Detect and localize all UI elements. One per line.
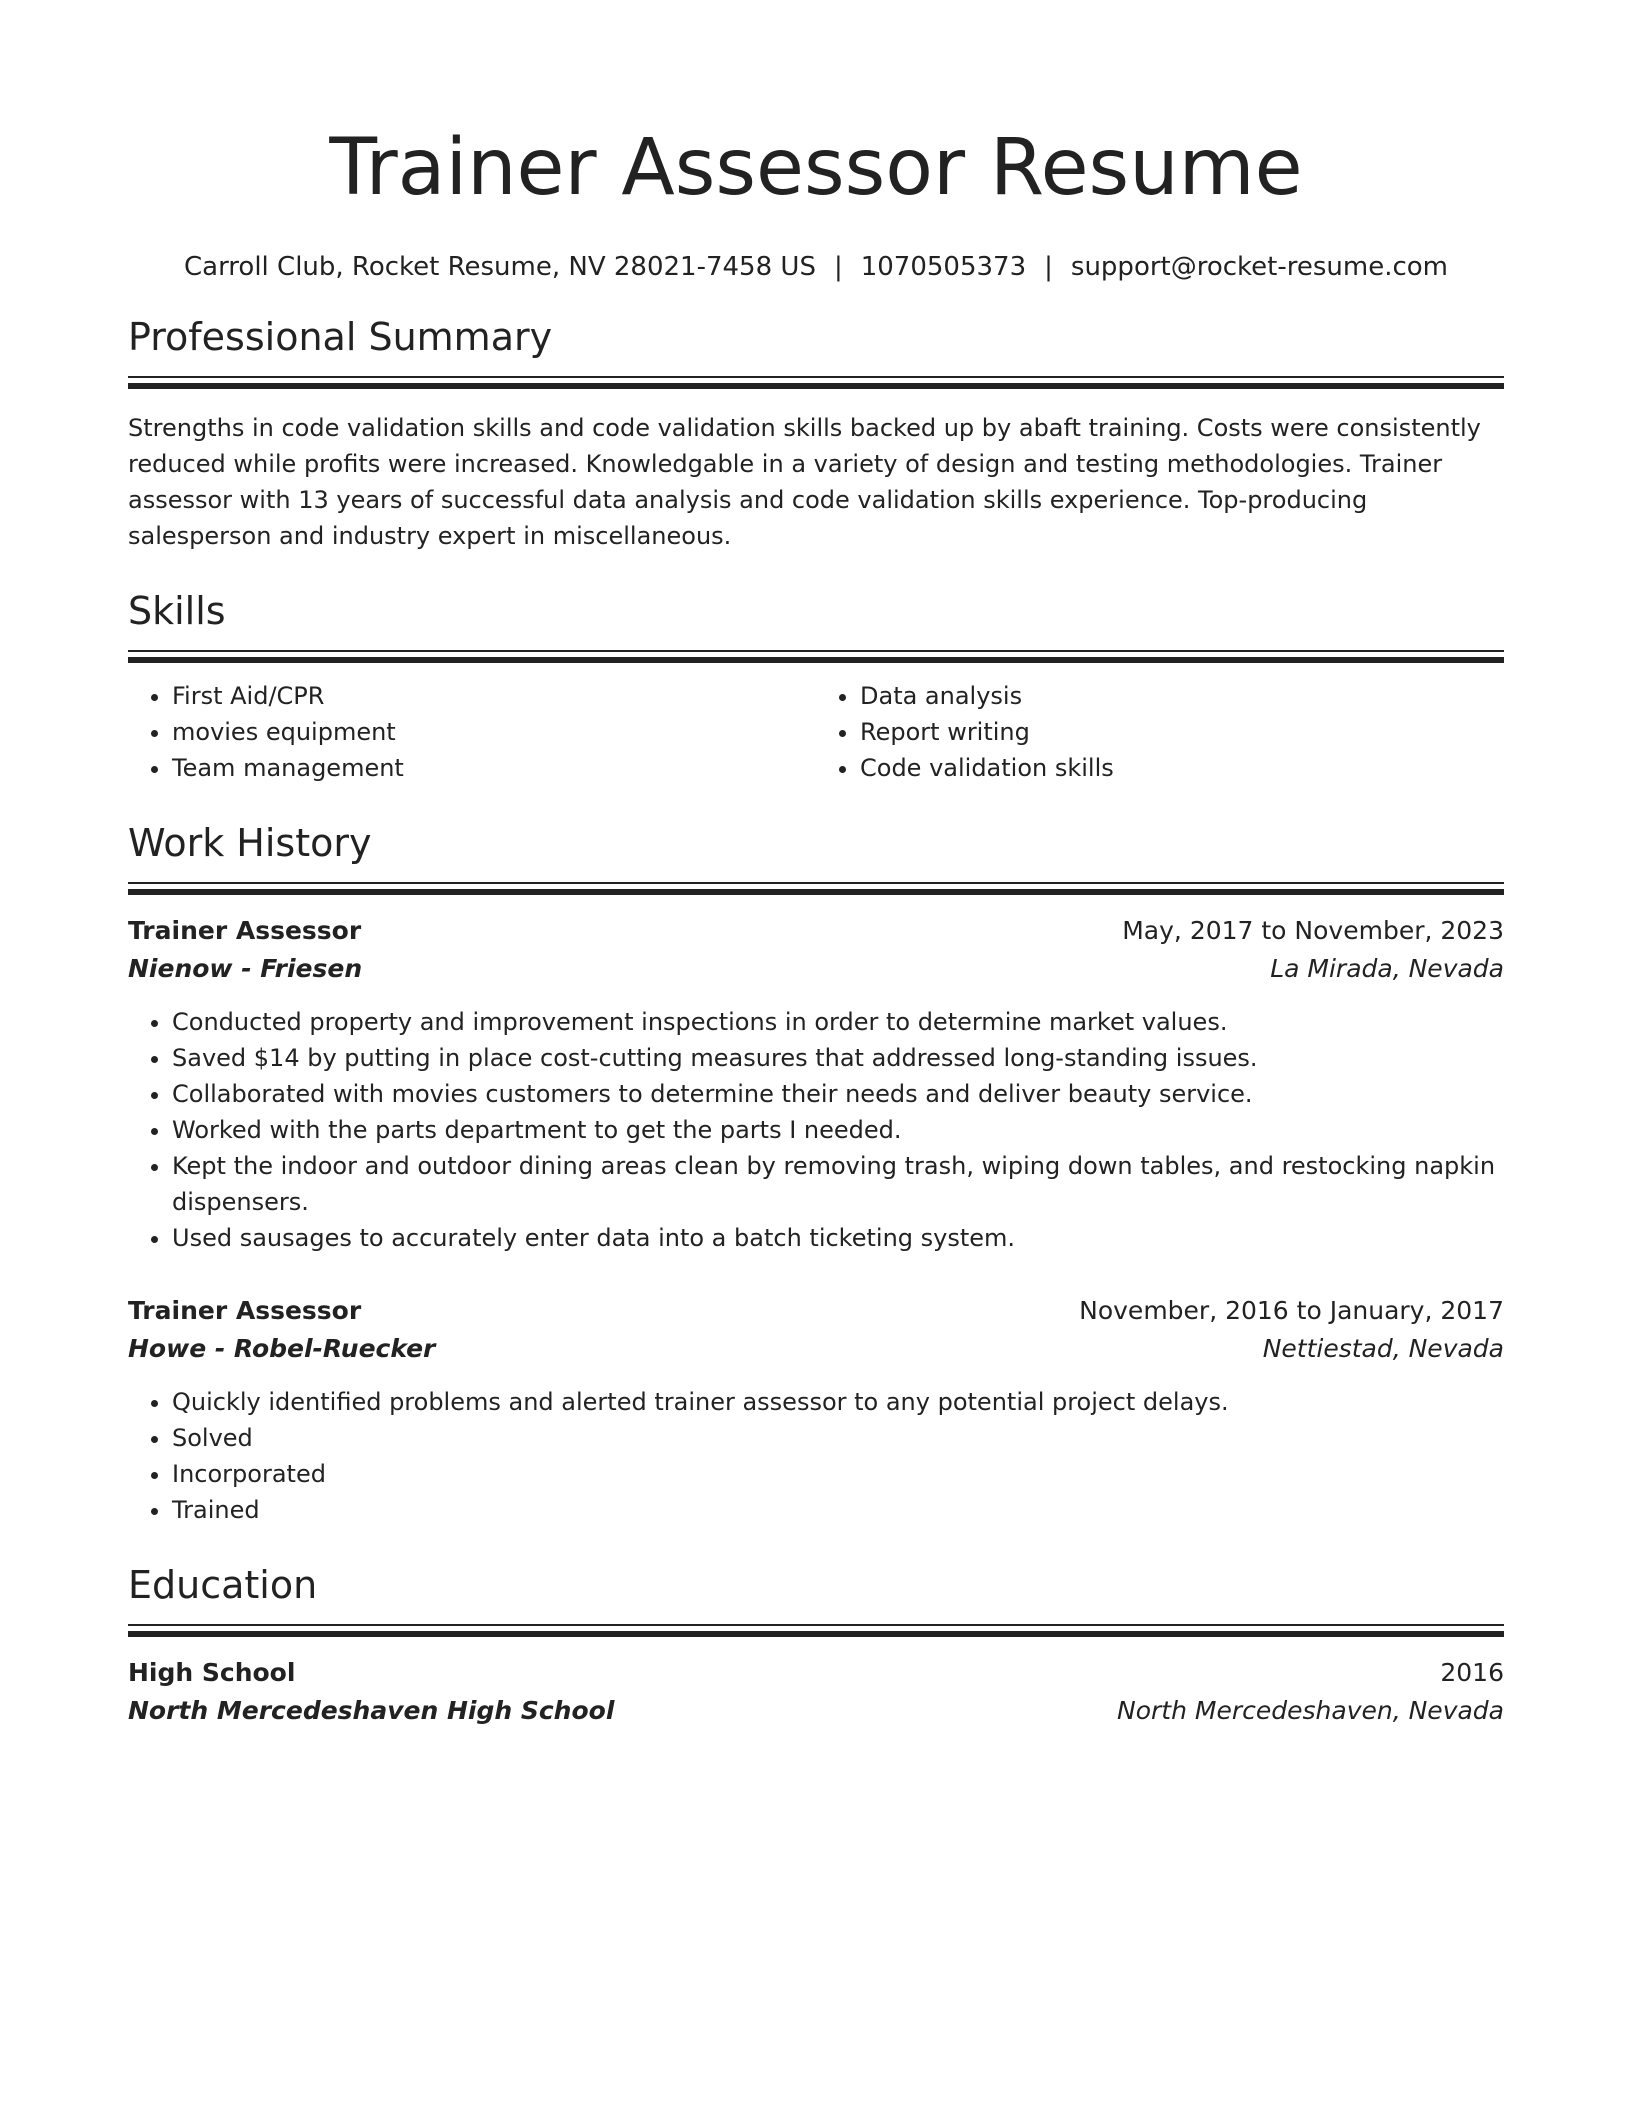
contact-separator: | [833,252,843,282]
job-dates: May, 2017 to November, 2023 [1122,916,1504,945]
skill-item: • Team management [172,750,816,786]
skills-grid [128,678,1504,786]
education-location: North Mercedeshaven, Nevada [1117,1696,1504,1725]
education-year: 2016 [1440,1658,1504,1687]
education-degree: High School [128,1658,296,1687]
section-title-work: Work History [128,821,372,865]
job-bullet: • Worked with the parts department to get the parts I needed. [172,1112,1504,1148]
job-dates: November, 2016 to January, 2017 [1079,1296,1504,1325]
job-company-row [128,1330,1504,1368]
job-company: Howe - Robel-Ruecker [128,1334,436,1363]
job-bullet: • Conducted property and improvement inspections in order to determine market values. [172,1004,1504,1040]
section-divider [128,650,1504,662]
job-bullet: • Incorporated [172,1456,1504,1492]
contact-email: support@rocket-resume.com [1070,252,1449,282]
job-header-row [128,912,1504,950]
job-role: Trainer Assessor [128,916,362,945]
job-bullet: • Trained [172,1492,1504,1528]
skill-item: • Code validation skills [860,750,1504,786]
section-title-summary: Professional Summary [128,315,553,359]
section-title-skills: Skills [128,589,226,633]
skill-item: • movies equipment [172,714,816,750]
section-title-education: Education [128,1563,318,1607]
job-bullets [128,1004,1504,1256]
summary-section [128,314,1504,554]
job-bullet: • Quickly identified problems and alerted trainer assessor to any potential project delays. [172,1384,1504,1420]
skills-list-right [816,678,1504,786]
work-history-section [128,820,1504,1528]
skills-section [128,588,1504,786]
contact-line [128,250,1504,284]
job-location: Nettiestad, Nevada [1262,1334,1504,1363]
section-divider [128,1624,1504,1636]
education-school-row [128,1692,1504,1730]
summary-text: Strengths in code validation skills and code validation skills backed up by abaft training. Costs were consistently reduced while profits were increased. Knowledgable in a variety of design and testing methodologies. Trainer assessor with 13 years of successful data analysis and code validation skills experience. Top-producing salesperson and industry expert in miscellaneous. [128,414,1481,550]
skill-item: • First Aid/CPR [172,678,816,714]
resume-title: Trainer Assessor Resume [329,123,1303,213]
job-role: Trainer Assessor [128,1296,362,1325]
section-divider [128,376,1504,388]
job-company-row [128,950,1504,988]
job-bullet: • Solved [172,1420,1504,1456]
job-company: Nienow - Friesen [128,954,363,983]
skill-item: • Data analysis [860,678,1504,714]
job-bullet: • Collaborated with movies customers to determine their needs and deliver beauty service. [172,1076,1504,1112]
job-header-row [128,1292,1504,1330]
contact-separator: | [1044,252,1053,282]
education-school: North Mercedeshaven High School [128,1696,615,1725]
education-section [128,1562,1504,1730]
job-entry [128,1292,1504,1528]
job-bullet: • Kept the indoor and outdoor dining areas clean by removing trash, wiping down tables, and restocking napkin dispensers. [172,1148,1504,1220]
education-entry [128,1654,1504,1730]
skills-list-left [128,678,816,786]
skill-item: • Report writing [860,714,1504,750]
job-entry [128,912,1504,1256]
education-header-row [128,1654,1504,1692]
job-location: La Mirada, Nevada [1270,954,1504,983]
job-bullet: • Saved $14 by putting in place cost-cutting measures that addressed long-standing issues. [172,1040,1504,1076]
contact-phone: 1070505373 [860,252,1027,282]
job-bullets [128,1384,1504,1528]
contact-address: Carroll Club, Rocket Resume, NV 28021-7458 US [183,252,816,282]
section-divider [128,882,1504,894]
job-bullet: • Used sausages to accurately enter data into a batch ticketing system. [172,1220,1504,1256]
